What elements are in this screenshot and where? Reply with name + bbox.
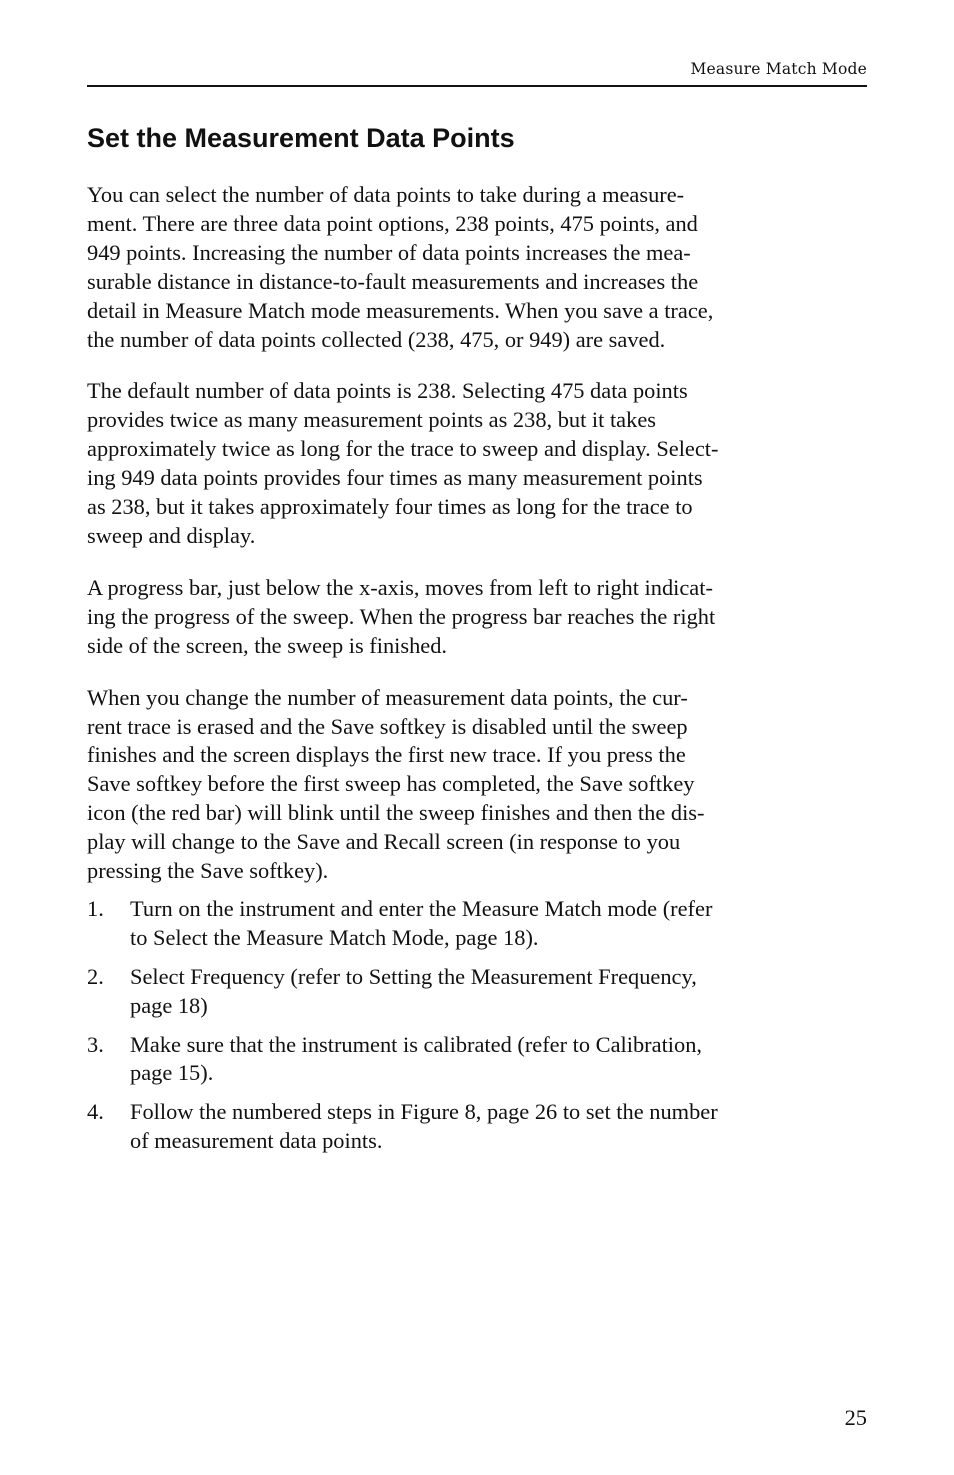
step-line: to Select the Measure Match Mode, page 18). <box>130 924 539 950</box>
paragraph-change-points <box>87 684 867 886</box>
paragraph-line: 949 points. Increasing the number of data points increases the mea- <box>87 239 691 265</box>
paragraph-line: as 238, but it takes approximately four times as long for the trace to <box>87 494 693 520</box>
header-rule <box>87 85 867 87</box>
step-number: 4. <box>87 1099 104 1125</box>
step-line: Follow the numbered steps in Figure 8, page 26 to set the number <box>130 1099 718 1125</box>
running-header: Measure Match Mode <box>690 60 867 78</box>
paragraph-line: The default number of data points is 238. Selecting 475 data points <box>87 378 688 404</box>
step-number: 2. <box>87 963 104 989</box>
step-line: of measurement data points. <box>130 1128 383 1154</box>
paragraph-line: icon (the red bar) will blink until the sweep finishes and then the dis- <box>87 800 705 826</box>
step-line: Make sure that the instrument is calibrated (refer to Calibration, <box>130 1031 703 1057</box>
paragraph-line: play will change to the Save and Recall screen (in response to you <box>87 829 681 855</box>
paragraph-line: You can select the number of data points to take during a measure- <box>87 182 685 207</box>
paragraph-data-points-options <box>87 181 867 354</box>
paragraph-line: detail in Measure Match mode measurements. When you save a trace, <box>87 297 714 323</box>
step-line: page 15). <box>130 1060 214 1086</box>
paragraph-line: sweep and display. <box>87 522 256 548</box>
paragraph-line: Save softkey before the first sweep has completed, the Save softkey <box>87 771 695 797</box>
paragraph-line: surable distance in distance-to-fault measurements and increases the <box>87 268 699 294</box>
paragraph-line: ing 949 data points provides four times as many measurement points <box>87 465 703 491</box>
step-item <box>87 1098 867 1156</box>
step-item <box>87 1031 867 1089</box>
paragraph-line: provides twice as many measurement points as 238, but it takes <box>87 407 656 433</box>
paragraph-line: ment. There are three data point options, 238 points, 475 points, and <box>87 210 698 236</box>
paragraph-line: side of the screen, the sweep is finished. <box>87 632 448 658</box>
page-number: 25 <box>844 1405 867 1430</box>
step-line: Select Frequency (refer to Setting the Measurement Frequency, <box>130 963 697 989</box>
step-line: page 18) <box>130 992 208 1018</box>
paragraph-line: rent trace is erased and the Save softkey is disabled until the sweep <box>87 713 688 739</box>
section-title: Set the Measurement Data Points <box>87 123 515 153</box>
paragraph-line: the number of data points collected (238, 475, or 949) are saved. <box>87 326 666 352</box>
step-number: 3. <box>87 1031 104 1057</box>
steps-list <box>87 895 867 1156</box>
step-line: Turn on the instrument and enter the Measure Match mode (refer <box>130 895 713 921</box>
step-item <box>87 895 867 953</box>
paragraph-default-points <box>87 377 867 550</box>
paragraph-line: approximately twice as long for the trace to sweep and display. Select- <box>87 436 719 462</box>
paragraph-line: pressing the Save softkey). <box>87 858 329 884</box>
paragraph-line: ing the progress of the sweep. When the progress bar reaches the right <box>87 603 716 629</box>
paragraph-progress-bar <box>87 574 867 661</box>
step-number: 1. <box>87 895 104 921</box>
step-item <box>87 963 867 1021</box>
body-content <box>87 181 867 1166</box>
paragraph-line: finishes and the screen displays the first new trace. If you press the <box>87 742 686 768</box>
paragraph-line: When you change the number of measurement data points, the cur- <box>87 684 688 710</box>
paragraph-line: A progress bar, just below the x-axis, moves from left to right indicat- <box>87 574 713 600</box>
